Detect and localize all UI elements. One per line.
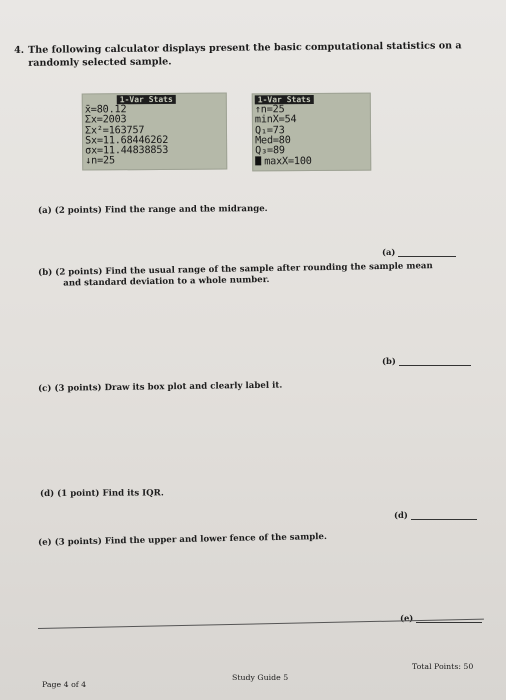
total-points: Total Points: 50: [412, 662, 474, 671]
calc-cursor-icon: [255, 157, 261, 166]
part-e-prompt: (e) (3 points) Find the upper and lower fence of the sample.: [38, 531, 328, 548]
calc-left-population-sd: σx=11.44838853: [85, 144, 169, 157]
calculator-display-right: [252, 93, 372, 172]
part-c-prompt: (c) (3 points) Draw its box plot and clearly label it.: [38, 380, 283, 394]
answer-a-blank[interactable]: [398, 255, 456, 257]
question-text-line2: randomly selected sample.: [28, 56, 172, 69]
part-b-line1: (b) (2 points) Find the usual range of the sample after rounding the sample mean: [38, 261, 433, 278]
answer-b-blank[interactable]: [399, 364, 471, 366]
calc-right-max: maxX=100: [264, 156, 312, 168]
calc-right-q1: Q₁=73: [254, 124, 285, 137]
part-b-prompt: [38, 261, 433, 290]
question-number: 4.: [14, 44, 25, 56]
part-d-prompt: (d) (1 point) Find its IQR.: [40, 488, 164, 499]
calc-left-header: 1-Var Stats: [117, 95, 176, 104]
answer-e-label: (e): [400, 613, 414, 623]
part-b-line2: and standard deviation to a whole number.: [63, 274, 270, 289]
answer-b-label: (b): [382, 356, 396, 366]
answer-d-label: (d): [394, 510, 408, 520]
answer-b: [382, 356, 471, 366]
page-number: Page 4 of 4: [42, 680, 87, 689]
calc-left-sum: Σx=2003: [84, 114, 127, 126]
calc-right-min: minX=54: [254, 114, 297, 126]
question-text-line1: The following calculator displays present the basic computational statistics on a: [28, 40, 462, 56]
calc-left-n: ↓n=25: [85, 155, 115, 167]
calc-left-sum-squares: Σx²=163757: [84, 124, 145, 137]
calc-right-header: 1-Var Stats: [255, 95, 314, 104]
question-prompt: [14, 39, 474, 70]
answer-d-blank[interactable]: [411, 518, 477, 520]
answer-d: [394, 510, 477, 520]
calc-right-q3: Q₃=89: [255, 145, 285, 157]
answer-a-label: (a): [382, 247, 396, 257]
calc-left-mean: x̄=80.12: [84, 104, 127, 116]
answer-a: [382, 247, 456, 257]
calc-right-median: Med=80: [255, 134, 291, 147]
part-a-prompt: (a) (2 points) Find the range and the midrange.: [38, 203, 268, 216]
answer-e-blank[interactable]: [416, 621, 482, 623]
calc-right-n: ↑n=25: [254, 104, 285, 116]
calculator-display-left: [82, 92, 228, 170]
bottom-divider: [38, 619, 484, 629]
calc-right-max-row: [255, 156, 368, 168]
study-guide-label: Study Guide 5: [232, 673, 289, 682]
calc-left-sample-sd: Sx=11.68446262: [85, 134, 169, 147]
